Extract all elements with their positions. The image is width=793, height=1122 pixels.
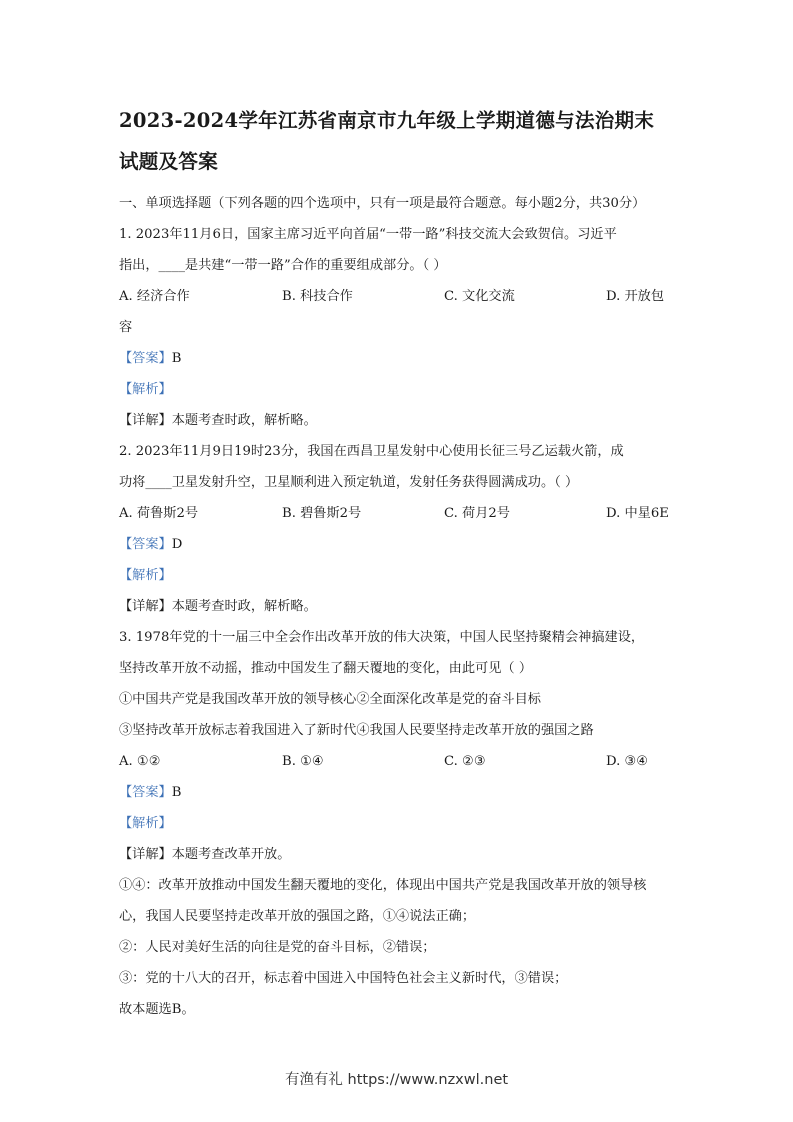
detail-line: 【详解】本题考查时政，解析略。: [119, 599, 317, 614]
question-2: [119, 436, 679, 622]
detail-line: ①④：改革开放推动中国发生翻天覆地的变化，体现出中国共产党是我国改革开放的领导核: [119, 878, 647, 893]
analysis-tag: 【解析】: [119, 816, 172, 831]
option-b: B. 科技合作: [282, 289, 353, 304]
options-row: [119, 498, 679, 529]
detail-line: ③：党的十八大的召开，标志着中国进入中国特色社会主义新时代，③错误；: [119, 971, 568, 986]
detail-line: 【详解】本题考查改革开放。: [119, 847, 291, 862]
question-stem-line: 3. 1978年党的十一届三中全会作出改革开放的伟大决策，中国人民坚持聚精会神搞建设，: [119, 630, 645, 645]
detail-line: 故本题选B。: [119, 1002, 195, 1017]
question-3: [119, 622, 679, 1025]
analysis-tag: 【解析】: [119, 382, 172, 397]
option-c: C. 荷月2号: [444, 506, 510, 521]
section-heading: 一、单项选择题（下列各题的四个选项中，只有一项是最符合题意。每小题2分，共30分）: [119, 196, 646, 211]
answer-value: D: [171, 537, 183, 552]
option-d: D. ③④: [606, 754, 649, 769]
answer-tag: 【答案】: [119, 351, 172, 366]
options-row: [119, 746, 679, 777]
options-row: [119, 281, 679, 312]
question-stem-line: ③坚持改革开放标志着我国进入了新时代④我国人民要坚持走改革开放的强国之路: [119, 723, 594, 738]
option-a: A. 荷鲁斯2号: [119, 506, 199, 521]
option-a: A. 经济合作: [119, 289, 190, 304]
option-wrap: 容: [119, 320, 133, 335]
answer-tag: 【答案】: [119, 785, 172, 800]
option-c: C. 文化交流: [444, 289, 515, 304]
document-title: [119, 100, 679, 182]
question-stem-line: 1. 2023年11月6日，国家主席习近平向首届“一带一路”科技交流大会致贺信。习近平: [119, 227, 617, 242]
answer-value: B: [171, 785, 182, 800]
question-stem-line: 功将____卫星发射升空，卫星顺利进入预定轨道，发射任务获得圆满成功。（ ）: [119, 475, 579, 490]
title-line-2: 试题及答案: [119, 150, 219, 173]
question-stem-line: 2. 2023年11月9日19时23分，我国在西昌卫星发射中心使用长征三号乙运载火箭，成: [119, 444, 624, 459]
option-d: D. 开放包: [606, 289, 665, 304]
option-c: C. ②③: [444, 754, 486, 769]
question-1: [119, 219, 679, 436]
answer-tag: 【答案】: [119, 537, 172, 552]
answer-value: B: [171, 351, 182, 366]
detail-line: 心，我国人民要坚持走改革开放的强国之路，①④说法正确；: [119, 909, 476, 924]
answer-line: [119, 343, 679, 374]
analysis-tag: 【解析】: [119, 568, 172, 583]
answer-line: [119, 777, 679, 808]
question-stem-line: 坚持改革开放不动摇，推动中国发生了翻天覆地的变化，由此可见（ ）: [119, 661, 533, 676]
document-page: [119, 100, 679, 1025]
detail-line: ②：人民对美好生活的向往是党的奋斗目标，②错误；: [119, 940, 436, 955]
question-stem-line: 指出，____是共建“一带一路”合作的重要组成部分。（ ）: [119, 258, 447, 273]
option-b: B. ①④: [282, 754, 324, 769]
footer-watermark: 有渔有礼 https://www.nzxwl.net: [284, 1072, 509, 1088]
detail-line: 【详解】本题考查时政，解析略。: [119, 413, 317, 428]
answer-line: [119, 529, 679, 560]
option-a: A. ①②: [119, 754, 161, 769]
option-d: D. 中星6E: [606, 506, 669, 521]
question-stem-line: ①中国共产党是我国改革开放的领导核心②全面深化改革是党的奋斗目标: [119, 692, 541, 707]
title-line-1: 2023-2024学年江苏省南京市九年级上学期道德与法治期末: [119, 109, 655, 132]
option-b: B. 碧鲁斯2号: [282, 506, 362, 521]
